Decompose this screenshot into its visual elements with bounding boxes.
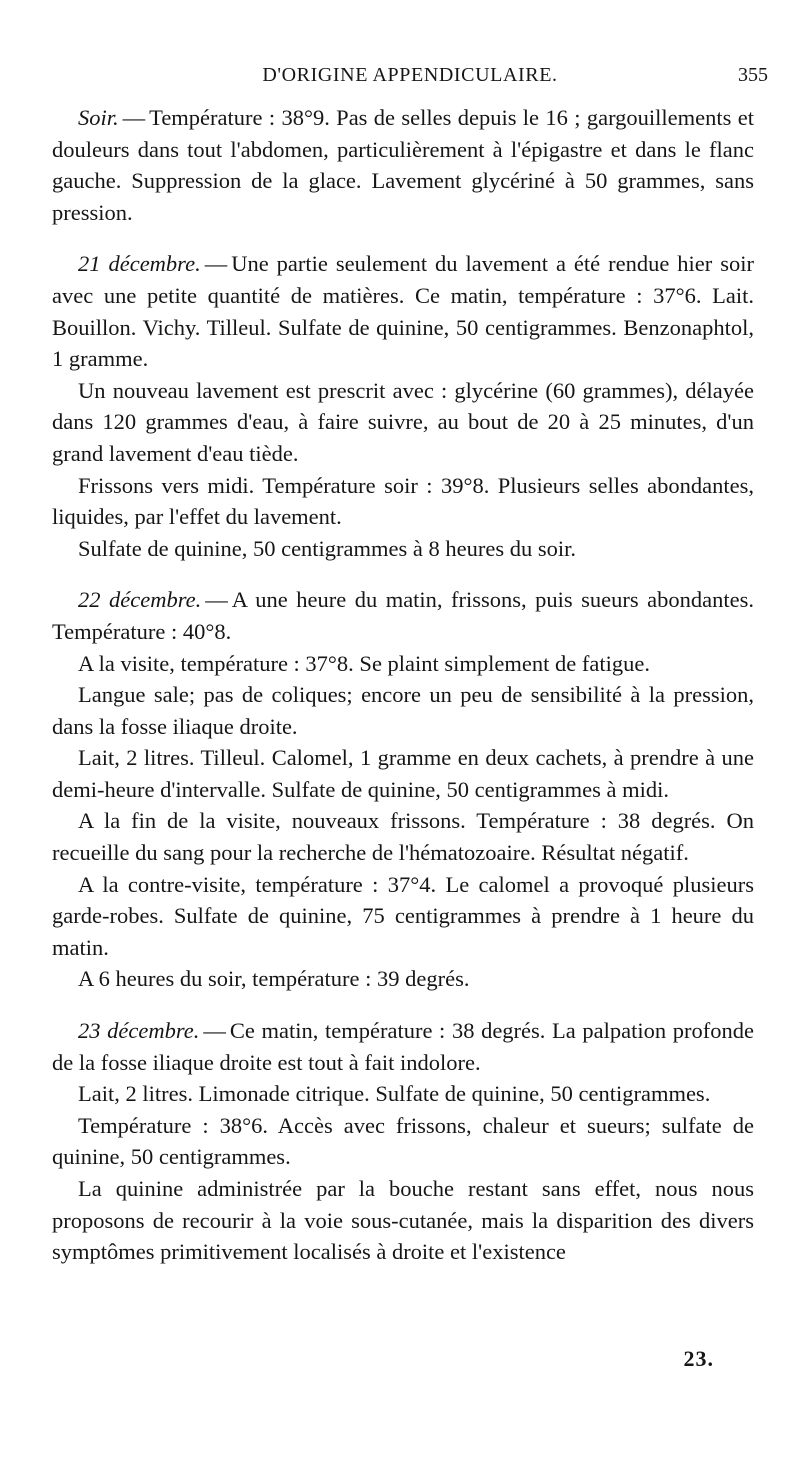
paragraph-text: Lait, 2 litres. Limonade citrique. Sulfate de quinine, 50 centigrammes. (78, 1081, 711, 1107)
paragraph (52, 1110, 754, 1173)
paragraph (52, 805, 754, 868)
paragraph-text: Une partie seulement du lavement a été rendue hier soir avec une petite quantité de matières. Ce matin, température : 37°6. Lait. Bouillon. Vichy. Tilleul. Sulfate de quinine, 50 centigrammes. Benzonaphtol, 1 gramme. (52, 251, 754, 372)
paragraph-text: Sulfate de quinine, 50 centigrammes à 8 heures du soir. (78, 535, 576, 561)
signature-mark: 23. (683, 1346, 714, 1371)
paragraph-text: A une heure du matin, frissons, puis sueurs abondantes. Température : 40°8. (52, 587, 755, 644)
paragraph (52, 1173, 754, 1268)
paragraph (52, 648, 754, 680)
page-number: 355 (738, 64, 768, 86)
paragraph (52, 869, 754, 964)
paragraph-text: Température : 38°9. Pas de selles depuis le 16 ; gargouillements et douleurs dans tout l'abdomen, particulièrement à l'épigastre et dans le flanc gauche. Suppression de la glace. Lavement glycériné à 50 grammes, sans pression. (52, 105, 754, 225)
paragraph-text: A 6 heures du soir, température : 39 degrés. (78, 966, 470, 992)
entry-label: 22 décembre. (78, 587, 202, 613)
paragraph: 22 décembre. — A une heure du matin, frissons, puis sueurs abondantes. Température : 40°8. (52, 587, 755, 644)
paragraph (52, 375, 754, 470)
paragraph (52, 470, 754, 533)
entry-label: Soir. (78, 105, 119, 130)
entry-label: 21 décembre. (78, 251, 201, 277)
paragraph-text: Langue sale; pas de coliques; encore un peu de sensibilité à la pression, dans la fosse iliaque droite. (52, 682, 754, 739)
paragraph-text: A la fin de la visite, nouveaux frissons. Température : 38 degrés. On recueille du sang pour la recherche de l'hématozoaire. Résultat négatif. (52, 808, 754, 866)
paragraph-text: Ce matin, température : 38 degrés. La palpation profonde de la fosse iliaque droite est tout à fait indolore. (52, 1018, 754, 1075)
paragraph (52, 742, 754, 805)
paragraph-text: Température : 38°6. Accès avec frissons, chaleur et sueurs; sulfate de quinine, 50 centigrammes. (52, 1112, 754, 1170)
paragraph-text: Lait, 2 litres. Tilleul. Calomel, 1 gramme en deux cachets, à prendre à une demi-heure d'intervalle. Sulfate de quinine, 50 centigrammes à midi. (52, 745, 754, 802)
paragraph (52, 679, 754, 742)
paragraph-text: Un nouveau lavement est prescrit avec : glycérine (60 grammes), délayée dans 120 grammes d'eau, à faire suivre, au bout de 20 à 25 minutes, d'un grand lavement d'eau tiède. (52, 377, 754, 466)
paragraph-text: La quinine administrée par la bouche restant sans effet, nous nous proposons de recourir à la voie sous-cutanée, mais la disparition des divers symptômes primitivement localisés à droite et l'existence (52, 1176, 754, 1265)
paragraph (52, 533, 754, 565)
page-header (52, 58, 768, 90)
paragraph (52, 1078, 754, 1110)
paragraph: 21 décembre. — Une partie seulement du lavement a été rendue hier soir avec une petite quantité de matières. Ce matin, température : 37°6. Lait. Bouillon. Vichy. Tilleul. Sulfate de quinine, 50 centigrammes. Benzonaphtol, 1 gramme. (52, 251, 754, 372)
entry-label: 23 décembre. (78, 1018, 200, 1044)
paragraph: 23 décembre. — Ce matin, température : 38 degrés. La palpation profonde de la fosse iliaque droite est tout à fait indolore. (52, 1018, 754, 1075)
paragraph-text: A la contre-visite, température : 37°4. Le calomel a provoqué plusieurs garde-robes. Sulfate de quinine, 75 centigrammes à prendre à 1 heure du matin. (52, 871, 754, 960)
paragraph (52, 963, 754, 995)
paragraph: Soir. — Température : 38°9. Pas de selles depuis le 16 ; gargouillements et douleurs dans tout l'abdomen, particulièrement à l'épigastre et dans le flanc gauche. Suppression de la glace. Lavement glycériné à 50 grammes, sans pression. (52, 105, 754, 225)
paragraph-text: Frissons vers midi. Température soir : 39°8. Plusieurs selles abondantes, liquides, par l'effet du lavement. (52, 472, 754, 530)
running-title: D'ORIGINE APPENDICULAIRE. (262, 64, 558, 86)
paragraph-text: A la visite, température : 37°8. Se plaint simplement de fatigue. (78, 650, 650, 676)
page-body (52, 102, 754, 1268)
